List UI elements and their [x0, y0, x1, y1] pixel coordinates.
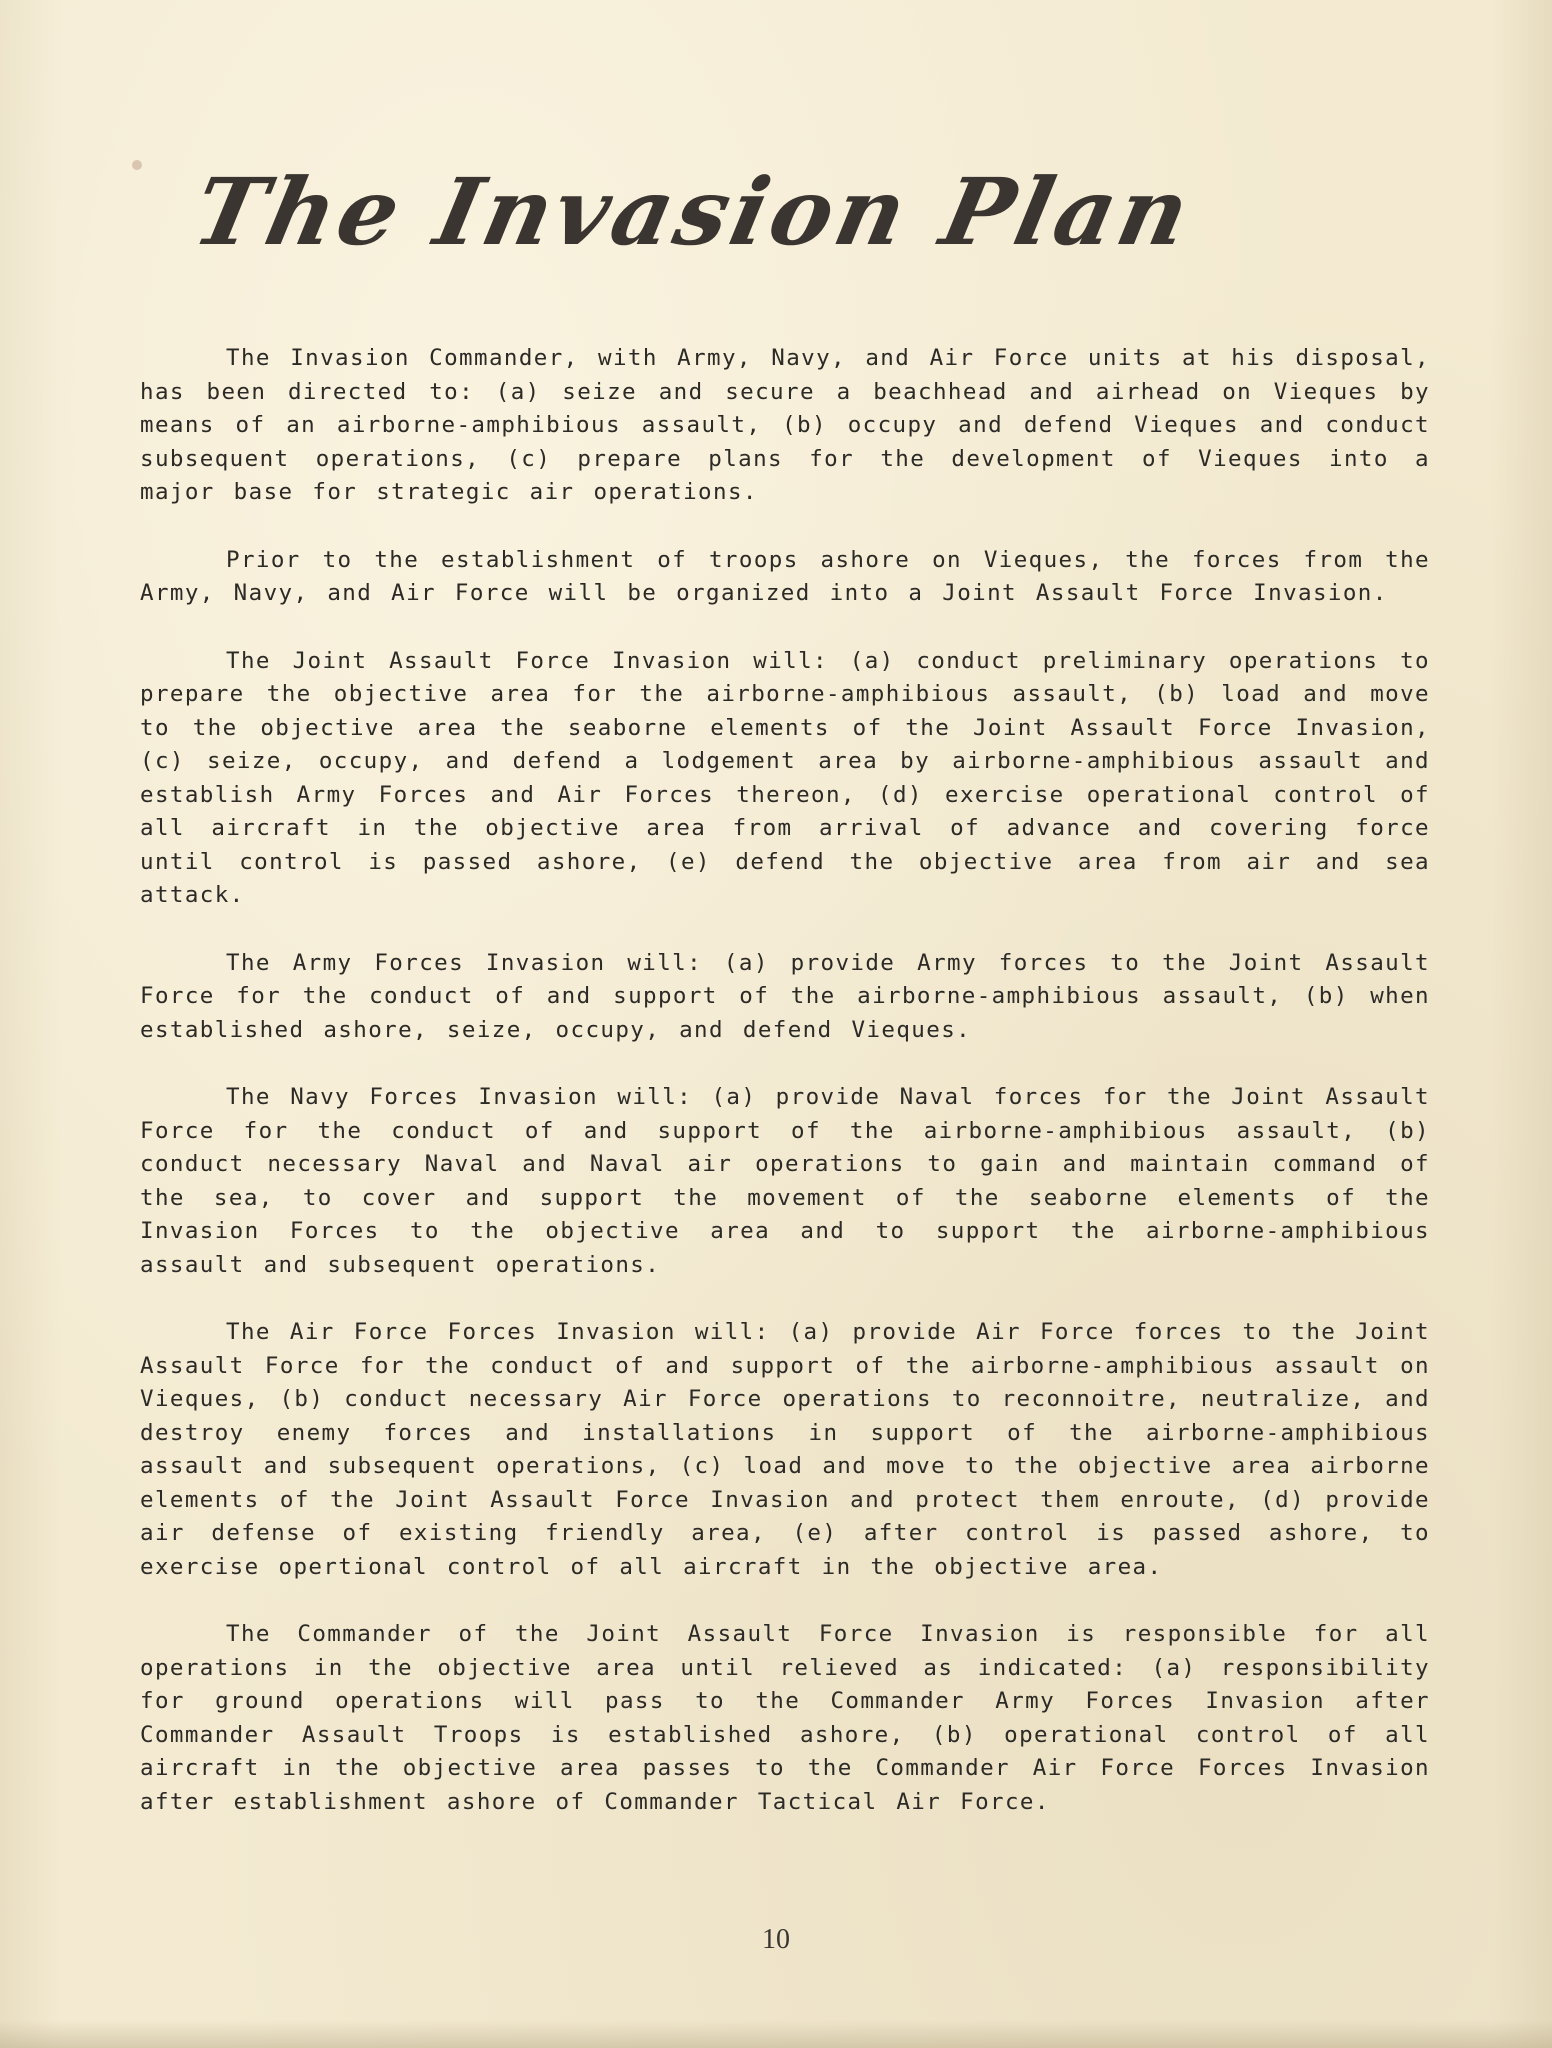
page-bottom-edge: [0, 2020, 1552, 2048]
paragraph-navy-forces: The Navy Forces Invasion will: (a) provide Naval forces for the Joint Assault Force for the conduct of and support of the airborne-amphibious assault, (b) conduct necessary Naval and Naval air operations to gain and maintain command of the sea, to cover and support the movement of the seaborne elements of the Invasion Forces to the objective area and to support the airborne-amphibious assault and subsequent operations.: [140, 1084, 1430, 1278]
paragraph-invasion-commander: The Invasion Commander, with Army, Navy, and Air Force units at his disposal, has been directed to: (a) seize and secure a beachhead and airhead on Vieques by means of an airborne-amphibious assault, (b) occupy and defend Vieques and conduct subsequent operations, (c) prepare plans for the development of Vieques into a major base for strategic air operations.: [140, 345, 1430, 505]
paragraph-commander-responsibility: The Commander of the Joint Assault Force Invasion is responsible for all operations in the objective area until relieved as indicated: (a) responsibility for ground operations will pass to the Commander Army Forces Invasion after Commander Assault Troops is established ashore, (b) operational control of all aircraft in the objective area passes to the Commander Air Force Forces Invasion after establishment ashore of Commander Tactical Air Force.: [140, 1621, 1430, 1815]
paragraph-air-force-forces: The Air Force Forces Invasion will: (a) provide Air Force forces to the Joint Assault Force for the conduct of and support of the airborne-amphibious assault on Vieques, (b) conduct necessary Air Force operations to reconnoitre, neutralize, and destroy enemy forces and installations in support of the airborne-amphibious assault and subsequent operations, (c) load and move to the objective area airborne elements of the Joint Assault Force Invasion and protect them enroute, (d) provide air defense of existing friendly area, (e) after control is passed ashore, to exercise opertional control of all aircraft in the objective area.: [140, 1319, 1430, 1580]
body-text: [140, 342, 1430, 1853]
page-title: The Invasion Plan: [184, 158, 1203, 266]
paragraph-organization: Prior to the establishment of troops ashore on Vieques, the forces from the Army, Navy, and Air Force will be organized into a Joint Assault Force Invasion.: [140, 546, 1430, 606]
paper-stain: [132, 160, 142, 170]
paragraph-army-forces: The Army Forces Invasion will: (a) provide Army forces to the Joint Assault Force for the conduct of and support of the airborne-amphibious assault, (b) when established ashore, seize, occupy, and defend Vieques.: [140, 949, 1430, 1043]
paragraph-joint-assault-force: The Joint Assault Force Invasion will: (a) conduct preliminary operations to prepare the objective area for the airborne-amphibious assault, (b) load and move to the objective area the seaborne elements of the Joint Assault Force Invasion, (c) seize, occupy, and defend a lodgement area by airborne-amphibious assault and establish Army Forces and Air Forces thereon, (d) exercise operational control of all aircraft in the objective area from arrival of advance and covering force until control is passed ashore, (e) defend the objective area from air and sea attack.: [140, 647, 1430, 908]
page-number: 10: [762, 1924, 790, 1955]
